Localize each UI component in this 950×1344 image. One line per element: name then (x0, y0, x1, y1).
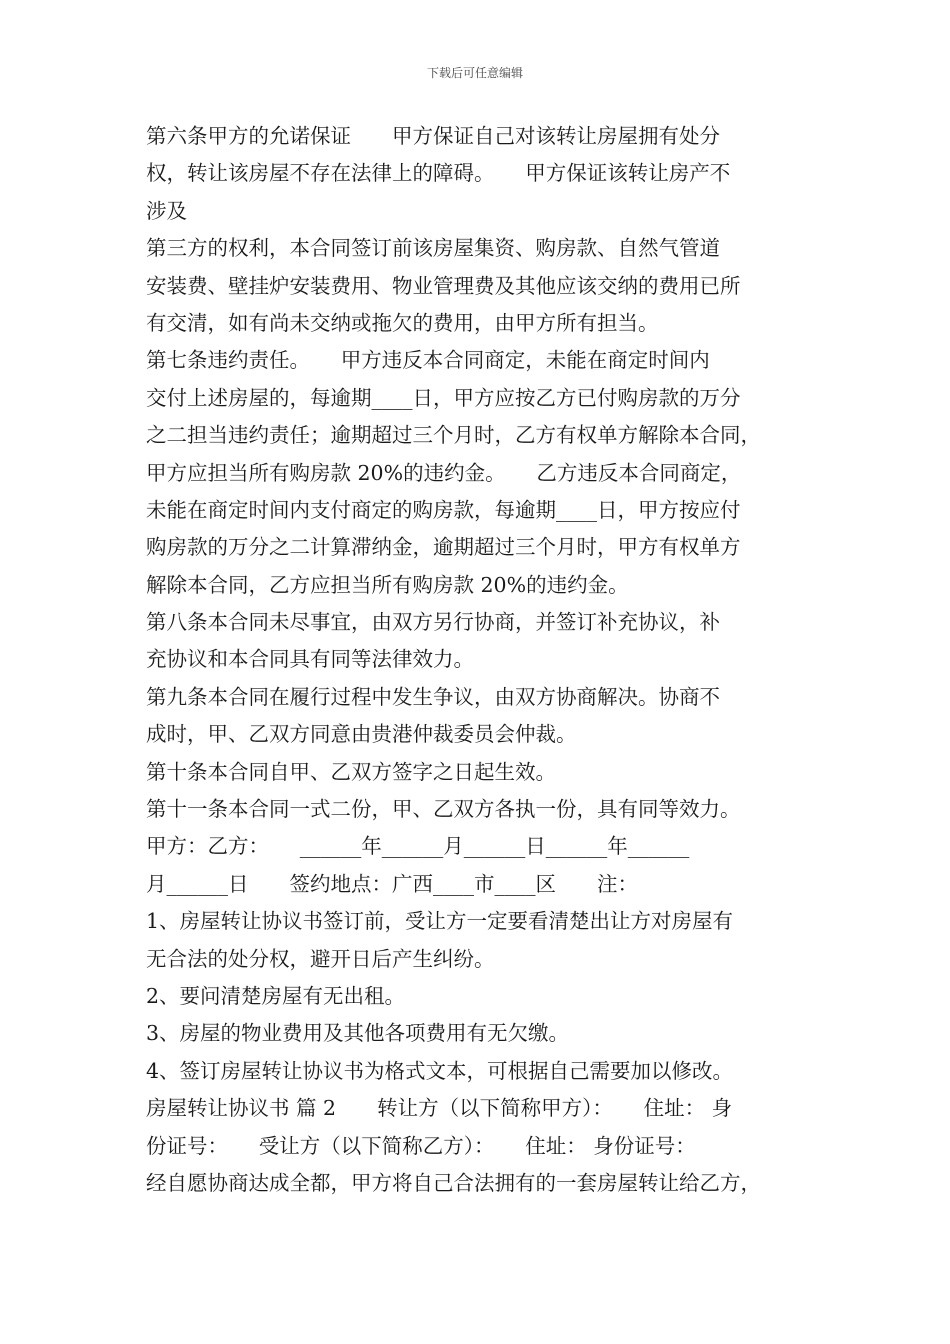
text-line: 甲方：乙方： ______年______月______日______年______ (146, 834, 690, 859)
text-line: 2、要问清楚房屋有无出租。 (146, 983, 406, 1008)
text-line: 无合法的处分权，避开日后产生纠纷。 (146, 946, 495, 971)
text-line: 之二担当违约责任；逾期超过三个月时，乙方有权单方解除本合同， (146, 423, 761, 448)
text-line: 1、房屋转让协议书签订前，受让方一定要看清楚出让方对房屋有 (146, 909, 734, 934)
text-line: 第九条本合同在履行过程中发生争议，由双方协商解决。协商不 (146, 684, 720, 709)
document-body (146, 118, 826, 1202)
text-line: 房屋转让协议书 篇 2 转让方（以下简称甲方）： 住址： 身 (146, 1096, 733, 1121)
text-line: 第三方的权利，本合同签订前该房屋集资、购房款、自然气管道 (146, 236, 720, 261)
text-line: 交付上述房屋的，每逾期____日，甲方应按乙方已付购房款的万分 (146, 385, 741, 410)
text-line: 有交清，如有尚未交纳或拖欠的费用，由甲方所有担当。 (146, 310, 659, 335)
text-line: 3、房屋的物业费用及其他各项费用有无欠缴。 (146, 1021, 570, 1046)
text-line: 第六条甲方的允诺保证 甲方保证自己对该转让房屋拥有处分 (146, 124, 720, 148)
text-line: 权，转让该房屋不存在法律上的障碍。 甲方保证该转让房产不 (146, 161, 731, 186)
text-line: 甲方应担当所有购房款 20%的违约金。 乙方违反本合同商定， (146, 460, 742, 485)
text-line: 购房款的万分之二计算滞纳金，逾期超过三个月时，甲方有权单方 (146, 535, 741, 560)
text-line: 安装费、壁挂炉安装费用、物业管理费及其他应该交纳的费用已所 (146, 273, 741, 298)
text-line: 解除本合同，乙方应担当所有购房款 20%的违约金。 (146, 572, 629, 597)
text-line: 份证号： 受让方（以下简称乙方）： 住址： 身份证号： (146, 1133, 696, 1158)
text-line: 涉及 (146, 198, 187, 223)
text-line: 第十一条本合同一式二份，甲、乙双方各执一份，具有同等效力。 (146, 797, 741, 822)
text-line: 成时，甲、乙双方同意由贵港仲裁委员会仲裁。 (146, 722, 577, 747)
page-header: 下载后可任意编辑 (426, 66, 523, 80)
text-line: 经自愿协商达成全都，甲方将自己合法拥有的一套房屋转让给乙方， (146, 1170, 761, 1195)
text-line: 月______日 签约地点：广西____市____区 注： (146, 871, 638, 896)
text-line: 4、签订房屋转让协议书为格式文本，可根据自己需要加以修改。 (146, 1058, 734, 1083)
text-line: 第八条本合同未尽事宜，由双方另行协商，并签订补充协议，补 (146, 610, 720, 635)
text-line: 充协议和本合同具有同等法律效力。 (146, 647, 474, 672)
text-line: 未能在商定时间内支付商定的购房款，每逾期____日，甲方按应付 (146, 497, 741, 522)
text-line: 第十条本合同自甲、乙双方签字之日起生效。 (146, 759, 556, 784)
text-line: 第七条违约责任。 甲方违反本合同商定，未能在商定时间内 (146, 348, 710, 373)
